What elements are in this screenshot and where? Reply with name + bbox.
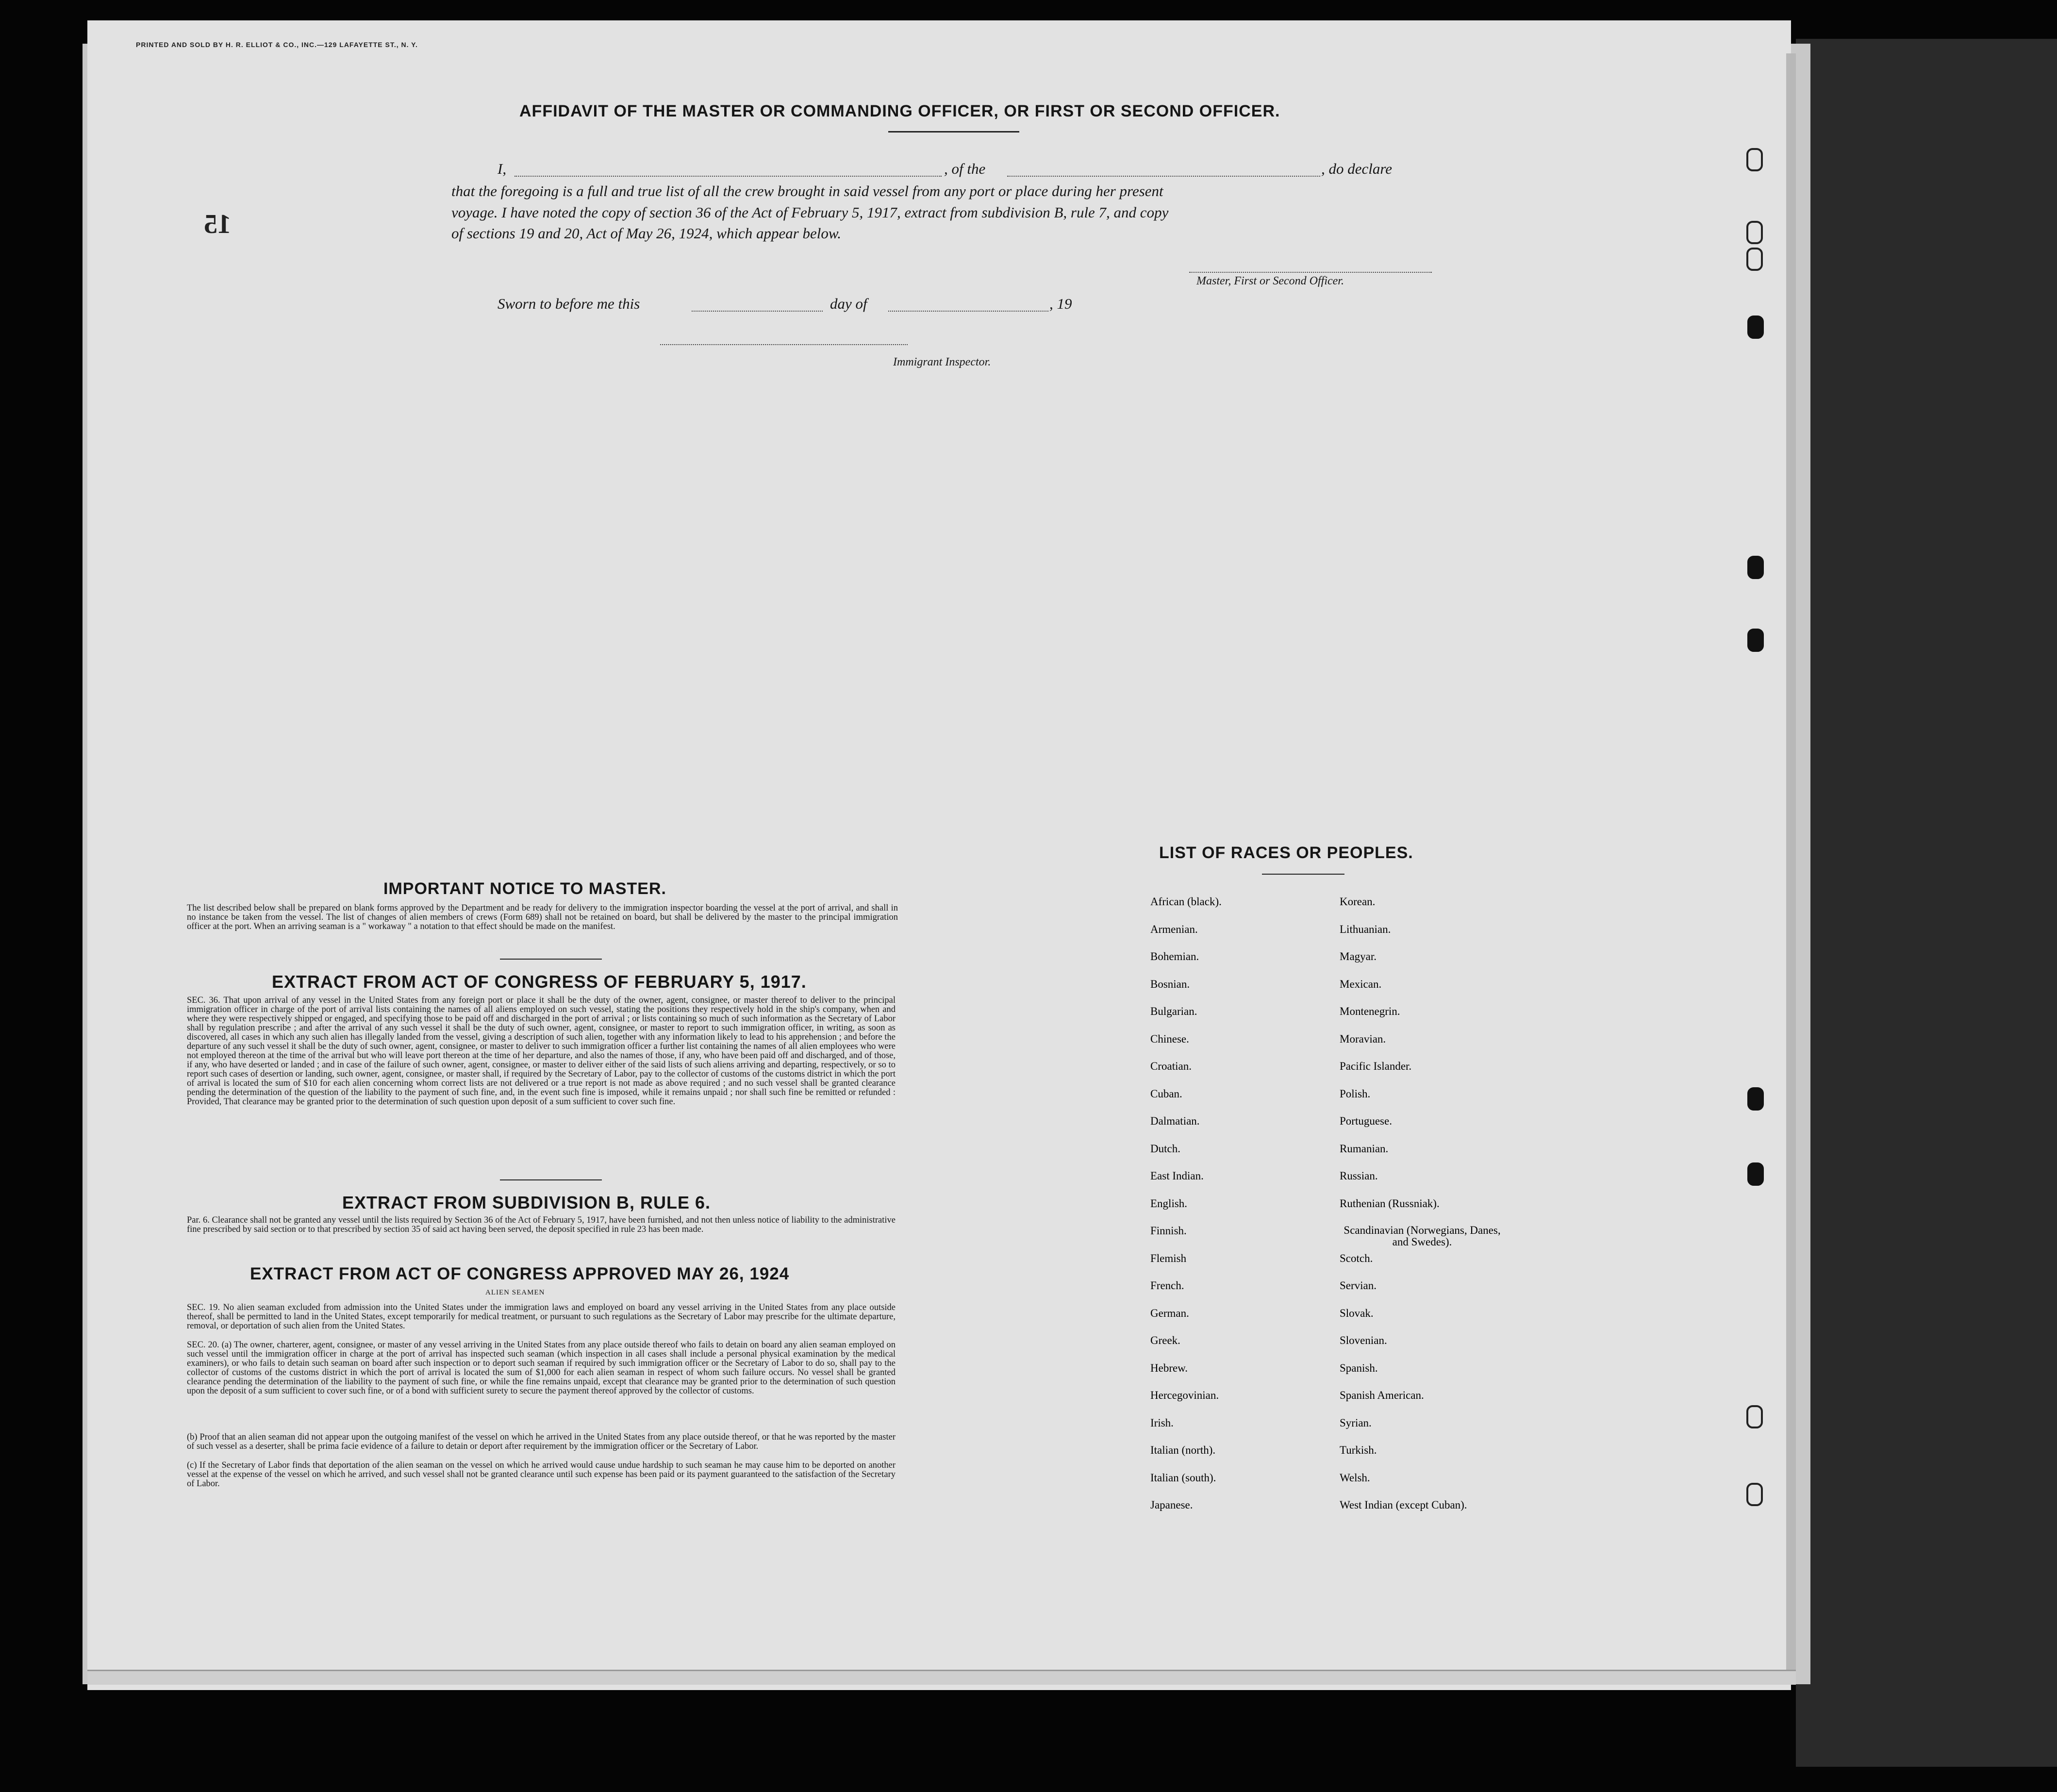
race-item: Portuguese. [1340, 1115, 1392, 1127]
race-item: Turkish. [1340, 1444, 1377, 1456]
sworn-label: Sworn to before me this [498, 295, 640, 312]
race-item: German. [1150, 1307, 1189, 1319]
affidavit-i-label: I, [498, 160, 507, 177]
binder-hole-icon [1746, 248, 1763, 271]
race-item: Welsh. [1340, 1471, 1370, 1484]
affidavit-of-the-label: , of the [944, 160, 986, 177]
races-title: LIST OF RACES OR PEOPLES. [1159, 844, 1413, 862]
race-item: Bohemian. [1150, 950, 1199, 962]
race-item: Dalmatian. [1150, 1115, 1200, 1127]
race-item: Cuban. [1150, 1087, 1182, 1100]
extract-1917-text: SEC. 36. That upon arrival of any vessel in the United States from any foreign port or place it shall be the duty of the owner, agent, consignee, or master thereof to deliver to the principal immigration officer in charge of the port of arrival lists containing the names of all aliens employed on such vessel, stating the positions they respectively hold in the ship's company, when and where they were respectively shipped or engaged, and specifying those to be paid off and discharged in the port of arrival ; or lists containing so much of such information as the Secretary of Labor shall by regulation prescribe ; and after the arrival of any such vessel it shall be the duty of such owner, agent, consignee, or master to report to such immigration officer, in writing, as soon as discovered, all cases in which any such alien has illegally landed from the vessel, giving a description of such alien, together with any information likely to lead to his apprehension ; and before the departure of any such vessel it shall be the duty of such owner, agent, consignee, or master to deliver to such immigration officer a further list containing the names of all alien employees who were not employed thereon at the time of the arrival but who will leave port thereon at the time of her departure, and also the names of those, if any, who have been paid off and discharged, and of those, if any, who have deserted or landed ; and in case of the failure of such owner, agent, consignee, or master to deliver either of the said lists of such aliens arriving and departing, respectively, or so to report such cases of desertion or landing, such owner, agent, consignee, or master shall, if required by the Secretary of Labor, pay to the collector of customs of the customs district in which the port of arrival is located the sum of $10 for each alien concerning whom correct lists are not delivered or a true report is not made as above required ; and no such vessel shall be granted clearance pending the determination of the question of the liability to the payment of such fine, and, in the event such fine is imposed, while it remains unpaid ; nor shall such fine be remitted or refunded : Provided, That clearance may be granted prior to the determination of such question upon deposit of a sum sufficient to cover such fine. [187, 996, 896, 1107]
section-divider [500, 959, 602, 960]
sworn-month-field[interactable] [888, 310, 1048, 312]
race-item: Polish. [1340, 1087, 1371, 1100]
subdivision-text: Par. 6. Clearance shall not be granted any vessel until the lists required by Section 36 of the Act of February 5, 1917, have been furnished, and not then unless notice of liability to the administrative fine prescribed by said section or to that prescribed by section 35 of said act having been served, the deposit specified in rule 23 has been made. [187, 1215, 896, 1234]
race-item: Flemish [1150, 1252, 1187, 1264]
page-edge [1786, 53, 1796, 1675]
race-item: Italian (south). [1150, 1471, 1216, 1484]
affidavit-line-4: of sections 19 and 20, Act of May 26, 1924, which appear below. [451, 225, 842, 242]
master-name-field[interactable] [514, 175, 942, 177]
race-item: Moravian. [1340, 1032, 1386, 1045]
race-item: Chinese. [1150, 1032, 1189, 1045]
master-signature-label: Master, First or Second Officer. [1196, 275, 1344, 287]
race-item: Spanish American. [1340, 1389, 1424, 1401]
race-item: Rumanian. [1340, 1142, 1389, 1155]
page-bottom-edge [87, 1670, 1796, 1685]
race-item: Ruthenian (Russniak). [1340, 1197, 1440, 1210]
binder-hole-icon [1746, 1483, 1763, 1506]
page-number: 15 [204, 209, 231, 239]
race-item: Slovak. [1340, 1307, 1374, 1319]
race-item: Spanish. [1340, 1361, 1378, 1374]
title-underline [888, 131, 1019, 133]
notice-text: The list described below shall be prepared on blank forms approved by the Department and be ready for delivery to the immigration inspector boarding the vessel at the port of arrival, and shall in no instance be taken from the vessel. The list of changes of alien members of crews (Form 689) shall not be retained on board, but shall be delivered by the master to the principal immigration officer at the port. When an arriving seaman is a " workaway " a notation to that effect should be made on the manifest. [187, 903, 898, 931]
notice-title: IMPORTANT NOTICE TO MASTER. [383, 879, 666, 898]
binder-hole-icon [1747, 556, 1764, 579]
race-item: West Indian (except Cuban). [1340, 1499, 1467, 1511]
extract-1924-title: EXTRACT FROM ACT OF CONGRESS APPROVED MAY 26, 1924 [250, 1264, 790, 1283]
race-item: Croatian. [1150, 1060, 1192, 1072]
race-item: African (black). [1150, 896, 1222, 908]
scanner-background-strip [1796, 39, 2057, 1767]
race-item: Finnish. [1150, 1225, 1187, 1237]
extract-1924-sec19: SEC. 19. No alien seaman excluded from admission into the United States under the immigration laws and employed on board any vessel arriving in the United States from any place outside thereof, shall be permitted to land in the United States, except temporarily for medical treatment, or pursuant to such regulations as the Secretary of Labor may prescribe for the ultimate departure, removal, or deportation of such alien from the United States. [187, 1303, 896, 1331]
race-item: Korean. [1340, 896, 1376, 908]
master-signature-field[interactable] [1189, 271, 1432, 273]
section-divider [500, 1179, 602, 1180]
race-item: Dutch. [1150, 1142, 1180, 1155]
binder-hole-icon [1747, 629, 1764, 652]
day-of-label: day of [830, 295, 867, 312]
subdivision-title: EXTRACT FROM SUBDIVISION B, RULE 6. [342, 1193, 711, 1212]
race-item: Hebrew. [1150, 1361, 1188, 1374]
affidavit-line-3: voyage. I have noted the copy of section 36 of the Act of February 5, 1917, extract from subdivision B, rule 7, and copy [451, 204, 1169, 221]
year-prefix-label: , 19 [1049, 295, 1072, 312]
extract-1924-sec20b: (b) Proof that an alien seaman did not appear upon the outgoing manifest of the vessel on which he arrived in the United States from any place outside thereof, or that he was reported by the master of such vessel as a deserter, shall be prima facie evidence of a failure to detain or deport after requirement by the immigration officer or the Secretary of Labor. [187, 1432, 896, 1451]
race-item: Lithuanian. [1340, 923, 1391, 935]
race-item: Magyar. [1340, 950, 1377, 962]
inspector-label: Immigrant Inspector. [893, 356, 991, 368]
race-item: Servian. [1340, 1279, 1377, 1292]
sworn-day-field[interactable] [692, 310, 823, 312]
affidavit-line-2: that the foregoing is a full and true list of all the crew brought in said vessel from any port or place during her present [451, 183, 1163, 199]
race-item: Bulgarian. [1150, 1005, 1197, 1017]
races-title-underline [1262, 874, 1344, 875]
race-item: Japanese. [1150, 1499, 1193, 1511]
extract-1924-subtitle: ALIEN SEAMEN [485, 1289, 545, 1296]
race-item: English. [1150, 1197, 1188, 1210]
extract-1924-sec20a: SEC. 20. (a) The owner, charterer, agent, consignee, or master of any vessel arriving in the United States from any place outside thereof who fails to detain on board any alien seaman employed on such vessel until the immigration officer in charge at the port of arrival has inspected such seaman (which inspection in all cases shall include a personal physical examination by the medical examiners), or who fails to detain such seaman on board after such inspection or to deport such seaman if required by such immigration officer or the Secretary of Labor to do so, shall pay to the collector of customs of the customs district in which the port of arrival is located the sum of $1,000 for each alien seaman in respect of whom such failure occurs. No vessel shall be granted clearance pending the determination of the liability to the payment of such fine, or while the fine remains unpaid, except that clearance may be granted prior to the determination of such question upon the deposit of a sum sufficient to cover such fine, or of a bond with sufficient surety to secure the payment thereof approved by the collector of customs. [187, 1340, 896, 1396]
binder-hole-icon [1747, 1162, 1764, 1186]
affidavit-declare-label: , do declare [1321, 160, 1393, 177]
race-item: Hercegovinian. [1150, 1389, 1219, 1401]
extract-1917-title: EXTRACT FROM ACT OF CONGRESS OF FEBRUARY 5, 1917. [272, 972, 807, 992]
binder-hole-icon [1746, 148, 1763, 171]
race-item: Scotch. [1340, 1252, 1373, 1264]
race-item: Mexican. [1340, 978, 1382, 990]
binder-hole-icon [1746, 221, 1763, 244]
race-item: Irish. [1150, 1416, 1174, 1429]
race-item: Scandinavian (Norwegians, Danes, and Swedes). [1344, 1224, 1501, 1248]
race-item: Syrian. [1340, 1416, 1372, 1429]
race-item: Italian (north). [1150, 1444, 1216, 1456]
binder-hole-icon [1747, 315, 1764, 339]
races-column-2 [1340, 896, 1524, 1527]
binder-hole-icon [1746, 1405, 1763, 1428]
race-item: East Indian. [1150, 1170, 1204, 1182]
affidavit-title: AFFIDAVIT OF THE MASTER OR COMMANDING OFFICER, OR FIRST OR SECOND OFFICER. [519, 102, 1280, 120]
race-item: Bosnian. [1150, 978, 1190, 990]
race-item: Pacific Islander. [1340, 1060, 1412, 1072]
race-item: Slovenian. [1340, 1334, 1387, 1346]
printer-imprint: PRINTED AND SOLD BY H. R. ELLIOT & CO., INC.—129 LAFAYETTE ST., N. Y. [136, 41, 418, 49]
race-item: Armenian. [1150, 923, 1198, 935]
race-item: Montenegrin. [1340, 1005, 1400, 1017]
binder-hole-icon [1747, 1087, 1764, 1111]
race-item: Russian. [1340, 1170, 1378, 1182]
race-item: French. [1150, 1279, 1184, 1292]
race-item: Greek. [1150, 1334, 1180, 1346]
extract-1924-sec20c: (c) If the Secretary of Labor finds that deportation of the alien seaman on the vessel on which he arrived would cause undue hardship to such seaman he may cause him to be deported on another vessel at the expense of the vessel on which he arrived, and such vessel shall not be granted clearance until such expense has been paid or its payment guaranteed to the satisfaction of the Secretary of Labor. [187, 1460, 896, 1489]
vessel-name-field[interactable] [1007, 175, 1320, 177]
inspector-signature-field[interactable] [660, 343, 908, 345]
